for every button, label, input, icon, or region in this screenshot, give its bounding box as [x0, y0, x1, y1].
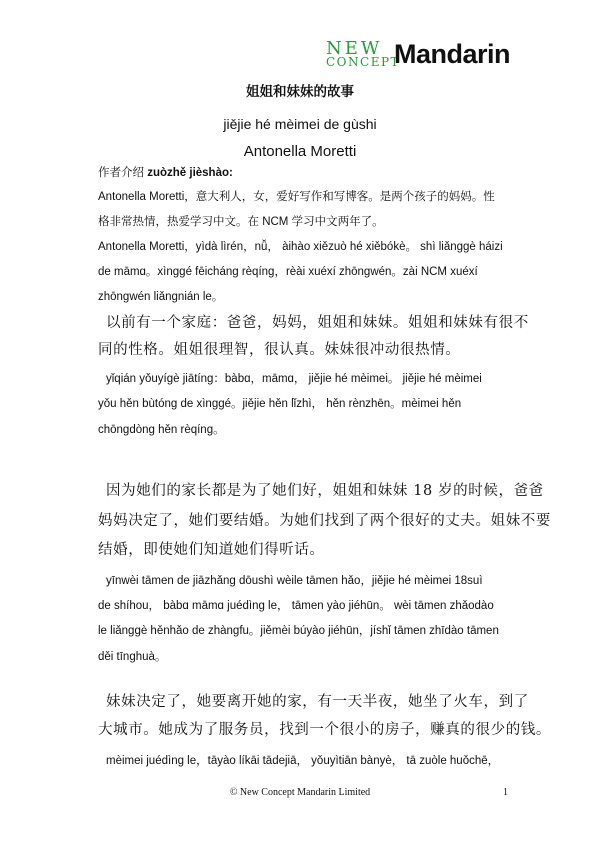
- paragraph-2-pinyin-line: yīnwèi tāmen de jiāzhǎng dōushì wèile tāmen hǎo，jiějie hé mèimei 18suì: [106, 575, 483, 587]
- paragraph-2-pinyin-line: děi tīnghuà。: [98, 651, 167, 663]
- intro-cn-line: Antonella Moretti，意大利人，女，爱好写作和写博客。是两个孩子的妈妈。性: [98, 191, 495, 203]
- brand-logo: [326, 38, 511, 70]
- logo-new-text: NEW: [326, 38, 383, 59]
- paragraph-2-cn-line: 因为她们的家长都是为了她们好，姐姐和妹妹 18 岁的时候，爸爸: [106, 483, 544, 499]
- paragraph-2-pinyin-line: le liǎnggè hěnhǎo de zhàngfu。jiěmèi búyào jiéhūn，jíshǐ tāmen zhīdào tāmen: [98, 625, 499, 637]
- paragraph-3-pinyin-line: mèimei juédìng le，tāyào líkāi tādejiā， yǒuyìtiān bànyè， tā zuòle huǒchē，: [106, 755, 500, 767]
- paragraph-1-pinyin-line: yǐqián yǒuyígè jiātíng：bàbɑ，māmɑ， jiějie hé mèimei。 jiějie hé mèimei: [106, 373, 482, 385]
- logo-concept-text: CONCEPT: [326, 55, 401, 69]
- intro-label-pinyin: zuòzhě jièshào:: [147, 167, 233, 179]
- footer-copyright: © New Concept Mandarin Limited: [229, 787, 371, 798]
- author-name: Antonella Moretti: [243, 143, 357, 160]
- document-title-chinese: 姐姐和妹妹的故事: [246, 84, 354, 100]
- intro-cn-line: 格非常热情，热爱学习中文。在 NCM 学习中文两年了。: [98, 216, 384, 228]
- paragraph-2-cn-line: 妈妈决定了，她们要结婚。为她们找到了两个很好的丈夫。姐妹不要: [98, 513, 551, 529]
- paragraph-1-cn-line: 以前有一个家庭：爸爸，妈妈，姐姐和妹妹。姐姐和妹妹有很不: [106, 315, 529, 331]
- paragraph-1-cn-line: 同的性格。姐姐很理智，很认真。妹妹很冲动很热情。: [98, 342, 461, 358]
- paragraph-1-pinyin-line: yǒu hěn bùtóng de xìnggé。jiějie hěn lǐzhì， hěn rènzhēn。mèimei hěn: [98, 398, 462, 410]
- intro-pinyin-line: de māmɑ。xìnggé fēicháng rèqíng，rèài xuéxí zhōngwén。zài NCM xuéxí: [98, 266, 478, 278]
- paragraph-3-cn-line: 妹妹决定了，她要离开她的家，有一天半夜，她坐了火车，到了: [106, 694, 529, 710]
- intro-pinyin-line: zhōngwén liǎngnián le。: [98, 291, 224, 303]
- page-number: 1: [503, 787, 508, 798]
- paragraph-1-pinyin-line: chōngdòng hěn rèqíng。: [98, 424, 225, 436]
- paragraph-3-cn-line: 大城市。她成为了服务员，找到一个很小的房子，赚真的很少的钱。: [98, 722, 551, 738]
- intro-label-chinese: 作者介绍: [98, 167, 144, 179]
- logo-mandarin-text: Mandarin: [394, 39, 511, 69]
- paragraph-2-cn-line: 结婚，即使她们知道她们得听话。: [98, 542, 325, 558]
- paragraph-2-pinyin-line: de shíhou， bàbɑ māmɑ juédìng le， tāmen yào jiéhūn。 wèi tāmen zhǎodào: [98, 600, 494, 612]
- intro-label: [98, 164, 233, 180]
- document-title-pinyin: jiějie hé mèimei de gùshi: [223, 116, 377, 132]
- intro-pinyin-line: Antonella Moretti，yìdà lìrén，nǚ， àihào xiězuò hé xiěbókè。 shì liǎnggè háizi: [98, 241, 503, 253]
